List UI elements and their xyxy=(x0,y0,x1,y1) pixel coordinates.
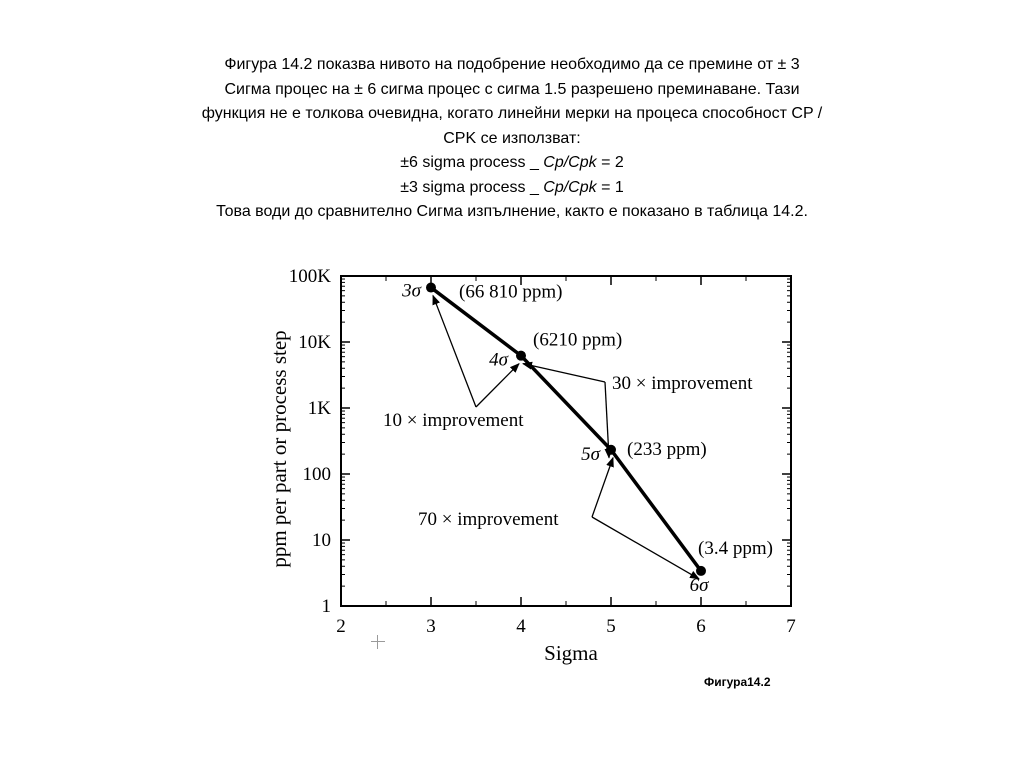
ppm-label-4: (6210 ppm) xyxy=(533,329,623,351)
x-tick-label: 4 xyxy=(516,616,526,637)
text-line-6-suffix: = 1 xyxy=(596,178,624,196)
ppm-label-6: (3.4 ppm) xyxy=(698,537,773,559)
improvement-label-3: 70 × improvement xyxy=(418,509,559,530)
y-tick-label: 100K xyxy=(288,266,331,287)
y-tick-label: 100 xyxy=(302,464,331,485)
figure-caption: Фигура14.2 xyxy=(704,675,771,689)
x-tick-label: 5 xyxy=(606,616,616,637)
x-tick-label: 7 xyxy=(786,616,796,637)
improvement-label-1: 10 × improvement xyxy=(383,410,524,431)
y-tick-label: 1 xyxy=(321,596,331,617)
improvement-arrow-1-a xyxy=(433,296,476,407)
text-line-5-suffix: = 2 xyxy=(596,154,624,171)
ppm-label-3: (66 810 ppm) xyxy=(459,281,563,303)
y-axis-label: ppm per part or process step xyxy=(267,330,291,568)
improvement-arrow-3-a xyxy=(592,458,613,517)
data-point-3sigma xyxy=(426,283,436,293)
text-line-7: Това води до сравнително Сигма изпълнение, както е показано в таблица 14.2. xyxy=(216,203,808,220)
text-line-2: Сигма процес на ± 6 сигма процес с сигма 1.5 разрешено преминаване. Тази xyxy=(224,80,800,98)
x-axis-label: Sigma xyxy=(544,641,598,665)
x-tick-label: 6 xyxy=(696,616,706,637)
text-line-6-cpcpk: Cp/Cpk xyxy=(543,178,597,196)
ppm-label-5: (233 ppm) xyxy=(627,438,707,460)
x-tick-label: 2 xyxy=(336,616,346,637)
y-tick-label: 10K xyxy=(298,332,331,353)
data-point-4sigma xyxy=(516,351,526,361)
sigma-label-4: 4σ xyxy=(489,349,508,371)
y-tick-label: 10 xyxy=(312,530,331,551)
sigma-label-5: 5σ xyxy=(581,443,600,465)
text-line-6-prefix: ±3 sigma process _ xyxy=(400,178,544,196)
text-line-1: Фигура 14.2 показва нивото на подобрение необходимо да се премине от ± 3 xyxy=(224,56,800,73)
sigma-label-6: 6σ xyxy=(689,574,709,596)
text-line-4: CPK се използват: xyxy=(443,129,581,147)
data-point-5sigma xyxy=(606,445,616,455)
text-line-3: функция не е толкова очевидна, когато линейни мерки на процеса способност CP / xyxy=(201,105,823,122)
crosshair-cursor-icon xyxy=(371,635,385,649)
sigma-label-3: 3σ xyxy=(402,280,421,302)
x-tick-label: 3 xyxy=(426,616,436,637)
text-line-5-prefix: ±6 sigma process _ xyxy=(400,154,544,171)
improvement-label-2: 30 × improvement xyxy=(612,373,753,394)
y-tick-label: 1K xyxy=(307,398,331,419)
text-line-5-cpcpk: Cp/Cpk xyxy=(543,154,597,171)
